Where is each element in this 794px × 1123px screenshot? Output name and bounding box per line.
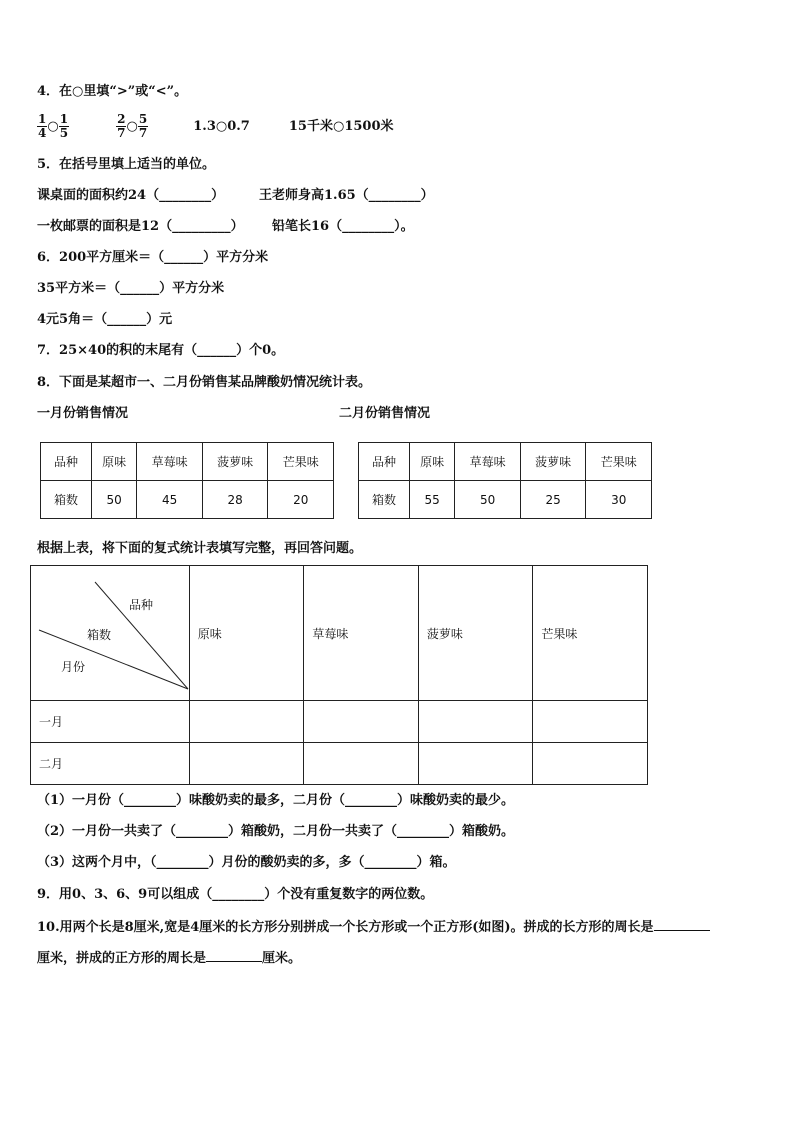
flavor-header: 芒果味 (268, 443, 334, 481)
answer-cell[interactable] (304, 701, 419, 743)
q4-items (37, 112, 394, 142)
q5-line1b[interactable]: 王老师身高1.65（________） (259, 188, 434, 203)
q6-line3[interactable]: 4元5角＝（______）元 (37, 312, 173, 327)
table-row (359, 443, 652, 481)
answer-cell[interactable] (189, 743, 304, 785)
diagonal-header-cell (31, 566, 190, 701)
table-row (359, 481, 652, 519)
flavor-header: 菠萝味 (202, 443, 268, 481)
cell-value: 55 (410, 481, 455, 519)
q8-sub3[interactable]: （3）这两个月中，（________）月份的酸奶卖的多，多（________）箱。 (37, 855, 456, 870)
flavor-header: 原味 (410, 443, 455, 481)
flavor-header: 草莓味 (455, 443, 521, 481)
q4-title: 4．在○里填“>”或“<”。 (37, 84, 188, 99)
fraction-2-7: $\frac{2}{7}$ (117, 112, 126, 140)
q8-sub2[interactable]: （2）一月份一共卖了（________）箱酸奶，二月份一共卖了（________）箱酸奶。 (37, 824, 515, 839)
flavor-header: 菠萝味 (520, 443, 586, 481)
q8-sub1[interactable]: （1）一月份（________）味酸奶卖的最多，二月份（________）味酸奶卖的最少。 (37, 793, 515, 808)
flavor-header: 草莓味 (137, 443, 203, 481)
cell-value: 28 (202, 481, 268, 519)
q10-line1 (37, 918, 710, 936)
flavor-header: 芒果味 (533, 566, 648, 701)
fraction-1-5: $\frac{1}{5}$ (59, 112, 69, 140)
fraction-1-4: $\frac{1}{4}$ (38, 112, 47, 140)
table-row (31, 743, 648, 785)
jan-caption: 一月份销售情况 (37, 406, 129, 421)
cell-value: 25 (520, 481, 586, 519)
header-count: 箱数 (87, 628, 112, 642)
fraction-5-7: $\frac{5}{7}$ (138, 112, 148, 140)
compare-circle-2[interactable]: ○ (126, 119, 138, 134)
q9-text[interactable]: 9．用0、3、6、9可以组成（________）个没有重复数字的两位数。 (37, 887, 434, 902)
month-label: 一月 (31, 701, 190, 743)
month-label: 二月 (31, 743, 190, 785)
feb-caption: 二月份销售情况 (339, 406, 431, 421)
q10-line2-end: 厘米。 (262, 951, 302, 966)
flavor-header: 草莓味 (304, 566, 419, 701)
q6-line1[interactable]: 6．200平方厘米＝（______）平方分米 (37, 250, 269, 265)
jan-table (40, 442, 334, 519)
flavor-header: 菠萝味 (418, 566, 533, 701)
q7-text[interactable]: 7．25×40的积的末尾有（______）个0。 (37, 343, 285, 358)
table-row (41, 481, 334, 519)
compare-circle-1[interactable]: ○ (47, 119, 59, 134)
header-month: 月份 (61, 660, 86, 674)
answer-cell[interactable] (189, 701, 304, 743)
flavor-header: 原味 (92, 443, 137, 481)
flavor-header: 原味 (189, 566, 304, 701)
diagonal-lines (31, 566, 196, 701)
row-label: 品种 (359, 443, 410, 481)
q6-line2[interactable]: 35平方米＝（______）平方分米 (37, 281, 225, 296)
compound-table (30, 565, 648, 785)
feb-table (358, 442, 652, 519)
q8-title: 8．下面是某超市一、二月份销售某品牌酸奶情况统计表。 (37, 375, 372, 390)
cell-value: 45 (137, 481, 203, 519)
q10-line2-text: 厘米，拼成的正方形的周长是 (37, 951, 207, 966)
flavor-header: 芒果味 (586, 443, 652, 481)
cell-value: 50 (455, 481, 521, 519)
compare-item-4[interactable]: 15千米○1500米 (288, 119, 394, 134)
table-row (31, 566, 648, 701)
row-label: 品种 (41, 443, 92, 481)
cell-value: 30 (586, 481, 652, 519)
compare-item-3[interactable]: 1.3○0.7 (193, 119, 250, 134)
answer-cell[interactable] (304, 743, 419, 785)
header-kind: 品种 (129, 598, 154, 612)
row-label: 箱数 (41, 481, 92, 519)
answer-blank[interactable] (654, 918, 710, 931)
table-row (31, 701, 648, 743)
q5-title: 5．在括号里填上适当的单位。 (37, 157, 216, 172)
cell-value: 50 (92, 481, 137, 519)
row-label: 箱数 (359, 481, 410, 519)
q10-line1-text: 10.用两个长是8厘米,宽是4厘米的长方形分别拼成一个长方形或一个正方形(如图)。拼成的长方形的周长是 (37, 920, 654, 935)
answer-blank[interactable] (206, 949, 262, 962)
table-row (41, 443, 334, 481)
q8-instruction: 根据上表，将下面的复式统计表填写完整，再回答问题。 (37, 541, 363, 556)
q5-line2b[interactable]: 铅笔长16（________）。 (272, 219, 414, 234)
q5-line1a[interactable]: 课桌面的面积约24（________） (37, 188, 225, 203)
answer-cell[interactable] (533, 743, 648, 785)
answer-cell[interactable] (418, 743, 533, 785)
answer-cell[interactable] (533, 701, 648, 743)
q5-line2a[interactable]: 一枚邮票的面积是12（_________） (37, 219, 244, 234)
answer-cell[interactable] (418, 701, 533, 743)
q10-line2 (37, 949, 301, 967)
cell-value: 20 (268, 481, 334, 519)
